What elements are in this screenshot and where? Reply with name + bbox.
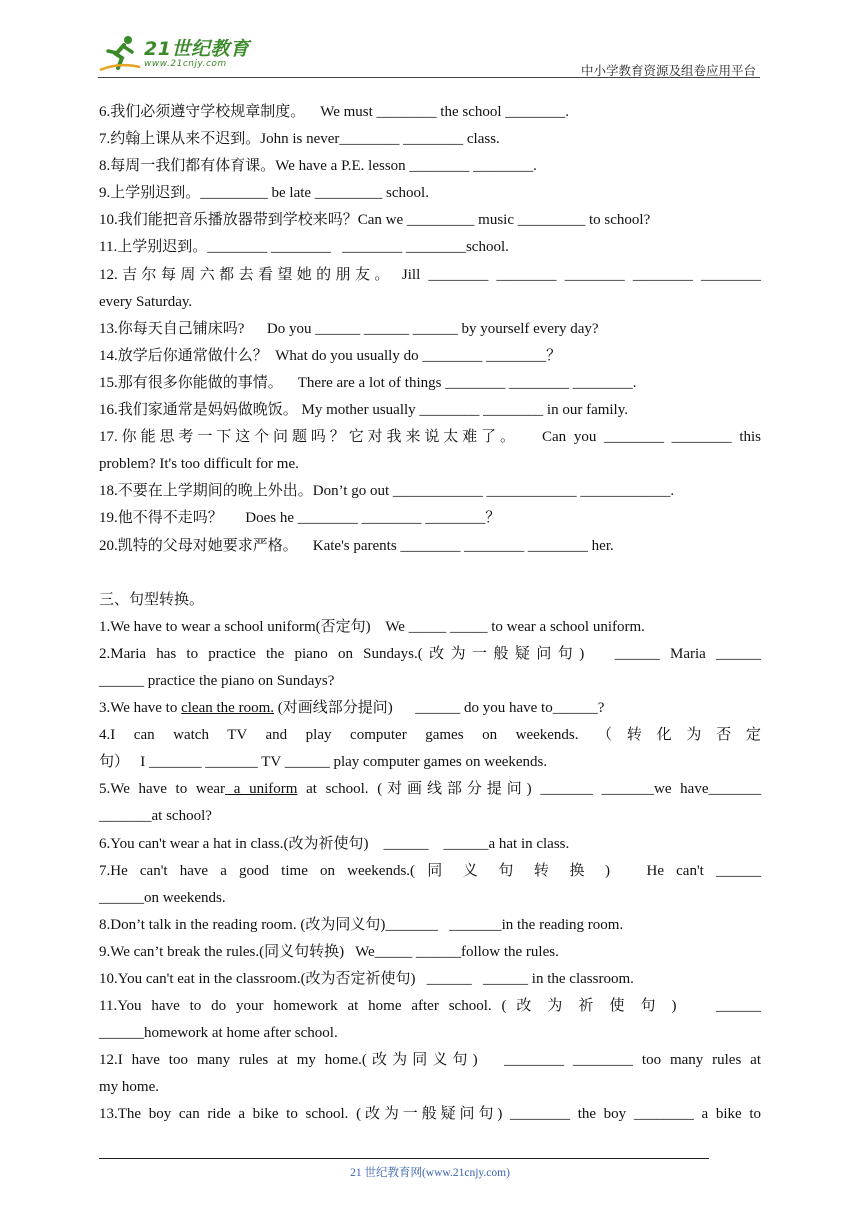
text-line (99, 614, 761, 641)
text-segment: 13.The boy can ride a bike to school. (改为一般疑问句) ________ the boy ________ a bike to (99, 1106, 761, 1123)
text-segment: _______at school? (99, 808, 212, 825)
text-line (99, 722, 761, 749)
text-line (99, 668, 761, 695)
text-line (99, 695, 761, 722)
text-line (99, 803, 761, 830)
text-line (99, 939, 761, 966)
text-line (99, 641, 761, 668)
text-line (99, 858, 761, 885)
text-line (99, 262, 761, 289)
text-segment: 18.不要在上学期间的晚上外出。Don’t go out ____________ ____________ ____________. (99, 483, 675, 500)
page-header (98, 30, 760, 78)
footer-divider (99, 1158, 709, 1159)
runner-logo-icon (98, 34, 142, 74)
text-line (99, 587, 761, 614)
text-segment: 8.Don’t talk in the reading room. (改为同义句)_______ _______in the reading room. (99, 916, 624, 933)
text-line (99, 966, 761, 993)
text-segment: 15.那有很多你能做的事情。 There are a lot of things ________ ________ ________. (99, 374, 637, 391)
text-segment: 16.我们家通常是妈妈做晚饭。 My mother usually ________ ________ in our family. (99, 402, 629, 419)
text-segment: my home. (99, 1079, 159, 1096)
text-segment: 句） I _______ _______ TV ______ play computer games on weekends. (99, 754, 548, 771)
text-segment: problem? It's too difficult for me. (99, 456, 299, 473)
text-line (99, 180, 761, 207)
text-segment: 9.上学别迟到。_________ be late _________ school. (99, 185, 429, 202)
text-line (99, 776, 761, 803)
text-line (99, 451, 761, 478)
text-segment: 14.放学后你通常做什么？ What do you usually do ________ ________？ (99, 347, 562, 364)
platform-name: 中小学教育资源及组卷应用平台 (580, 63, 756, 78)
text-line (99, 316, 761, 343)
text-segment: 4.I can watch TV and play computer games on weekends. （转化为否定 (99, 727, 761, 744)
text-segment: 2.Maria has to practice the piano on Sundays.(改为一般疑问句) ______ Maria ______ (99, 645, 761, 662)
text-line (99, 99, 761, 126)
text-segment: 1.We have to wear a school uniform(否定句) We _____ _____ to wear a school uniform. (99, 618, 645, 635)
text-segment: every Saturday. (99, 293, 193, 310)
text-segment: 13.你每天自己铺床吗? Do you ______ ______ ______ by yourself every day? (99, 320, 599, 337)
text-segment: 10.我们能把音乐播放器带到学校来吗？Can we _________ music _________ to school? (99, 212, 651, 229)
text-line (99, 370, 761, 397)
text-segment: 6.我们必须遵守学校规章制度。 We must ________ the school ________. (99, 104, 570, 120)
text-line (99, 126, 761, 153)
text-segment: 5.We have to wear (99, 781, 226, 798)
document-body (99, 99, 761, 1129)
text-segment: 10.You can't eat in the classroom.(改为否定祈使句) ______ ______ in the classroom. (99, 971, 634, 987)
blank-line (99, 560, 761, 587)
text-segment: 7.约翰上课从来不迟到。John is never________ ________ class. (99, 131, 500, 148)
text-line (99, 397, 761, 424)
text-segment: 3.We have to (99, 700, 182, 717)
text-line (99, 1020, 761, 1047)
text-segment: at school. (对画线部分提问) _______ _______we have_______ (297, 781, 761, 798)
text-line (99, 424, 761, 451)
text-line (99, 749, 761, 776)
text-segment: ______homework at home after school. (99, 1025, 338, 1042)
underlined-phrase: clean the room. (181, 700, 274, 717)
text-line (99, 993, 761, 1020)
logo-url: www.21cnjy.com (144, 59, 227, 69)
text-line (99, 289, 761, 316)
text-line (99, 1074, 761, 1101)
text-line (99, 207, 761, 234)
text-line (99, 234, 761, 261)
text-line (99, 885, 761, 912)
text-segment: 8.每周一我们都有体育课。We have a P.E. lesson ________ ________. (99, 158, 537, 175)
text-segment: 11.You have to do your homework at home after school. ( 改 为 祈 使 句 ) ______ (99, 998, 761, 1015)
text-segment: 20.凯特的父母对她要求严格。 Kate's parents ________ ________ ________ her. (99, 537, 614, 554)
site-logo (98, 34, 249, 74)
underlined-phrase: a uniform (225, 781, 298, 798)
text-line (99, 343, 761, 370)
text-segment: ______on weekends. (99, 889, 226, 906)
text-line (99, 505, 761, 532)
text-line (99, 478, 761, 505)
text-segment: ______ practice the piano on Sundays? (99, 672, 335, 689)
text-segment: 12.吉尔每周六都去看望她的朋友。 Jill ________ ________ ________ ________ ________ (99, 266, 761, 283)
text-segment: (对画线部分提问) ______ do you have to______? (274, 700, 605, 717)
text-segment: 12.I have too many rules at my home.(改为同义句) ________ ________ too many rules at (99, 1052, 761, 1069)
text-line (99, 533, 761, 560)
text-segment: 三、句型转换。 (99, 591, 205, 608)
text-segment: 7.He can't have a good time on weekends.( 同 义 句 转 换 ) He can't ______ (99, 862, 761, 879)
text-segment: 11.上学别迟到。________ ________ ________ ________school. (99, 239, 509, 256)
text-segment: 19.他不得不走吗？ Does he ________ ________ ________？ (99, 510, 501, 527)
text-line (99, 1101, 761, 1128)
header-divider (98, 77, 760, 78)
text-segment: 6.You can't wear a hat in class.(改为祈使句) ______ ______a hat in class. (99, 835, 570, 852)
text-line (99, 153, 761, 180)
text-segment: 17.你能思考一下这个问题吗？它对我来说太难了。 Can you ________ ________ this (99, 429, 761, 446)
text-line (99, 912, 761, 939)
logo-title: 21世纪教育 (144, 38, 250, 60)
text-segment: 9.We can’t break the rules.(同义句转换) We_____ ______follow the rules. (99, 943, 559, 960)
footer-source: 21 世纪教育网(www.21cnjy.com) (350, 1167, 510, 1179)
text-line (99, 1047, 761, 1074)
text-line (99, 831, 761, 858)
